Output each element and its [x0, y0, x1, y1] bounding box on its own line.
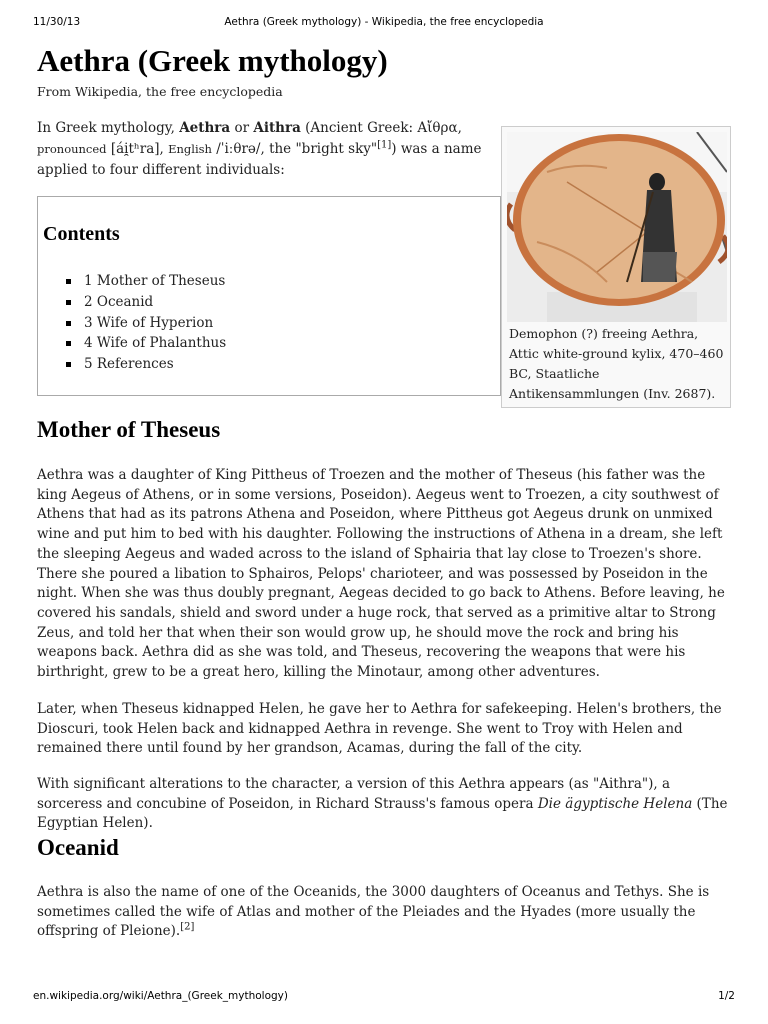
figure-caption: Demophon (?) freeing Aethra, Attic white-ground kylix, 470–460 BC, Staatliche Antikensammlungen (Inv. 2687). [509, 326, 724, 401]
opera-title[interactable]: Die ägyptische Helena [537, 795, 693, 812]
reference-link-2[interactable]: [2] [180, 921, 195, 933]
figure-thumbnail [501, 126, 731, 408]
print-page-number: 1/2 [718, 990, 735, 1002]
bold-name-aethra: Aethra [179, 120, 231, 136]
bold-name-aithra: Aithra [253, 120, 301, 136]
theseus-paragraph-1: Aethra was a daughter of King Pittheus of Troezen and the mother of Theseus (his father was the king Aegeus of Athens, or in some versions, Poseidon). Aegeus went to Troezen, a city southwest of Athens that had as its patrons Athena and Poseidon, where Pittheus got Aegeus drunk on unmixed wine and put him to bed with his daughter. Following the instructions of Athena in a dream, she left the sleeping Aegeus and waded across to the island of Sphairia that lay close to Troezen's shore. There she poured a libation to Sphairos, Pelops' charioteer, and was possessed by Poseidon in the night. When she was thus doubly pregnant, Aegeas decided to go back to Athens. Before leaving, he covered his sandals, shield and sword under a huge rock, that served as a primitive altar to Strong Zeus, and told her that when their son would grow up, he should move the rock and bring his weapons back. Aethra did as she was told, and Theseus, recovering the weapons that were his birthright, grew to be a great hero, killing the Minotaur, among other adventures. [37, 467, 725, 681]
toc-item-wife-of-hyperion[interactable]: 3 Wife of Hyperion [66, 313, 226, 334]
reference-link-1[interactable]: [1] [377, 139, 392, 151]
table-of-contents [37, 196, 501, 396]
site-sub: From Wikipedia, the free encyclopedia [37, 84, 283, 99]
page-title: Aethra (Greek mythology) [37, 43, 388, 78]
ipa-greek: [ái̯tʰra] [106, 141, 160, 157]
theseus-paragraph-2: Later, when Theseus kidnapped Helen, he gave her to Aethra for safekeeping. Helen's brothers, the Dioscuri, took Helen back and kidnapped Aethra in revenge. She went to Troy with Helen and remained there until found by her grandson, Acamas, during the fall of the city. [37, 701, 722, 757]
print-url: en.wikipedia.org/wiki/Aethra_(Greek_mythology) [33, 990, 288, 1002]
toc-item-references[interactable]: 5 References [66, 354, 226, 375]
ipa-english[interactable]: /ˈiːθrə/ [211, 141, 261, 157]
print-doc-title: Aethra (Greek mythology) - Wikipedia, the free encyclopedia [224, 16, 544, 28]
section-heading-oceanid: Oceanid [37, 835, 119, 860]
toc-list [66, 271, 226, 375]
toc-item-mother-of-theseus[interactable]: 1 Mother of Theseus [66, 271, 226, 292]
oceanid-paragraph-1: Aethra is also the name of one of the Oceanids, the 3000 daughters of Oceanus and Tethys. She is sometimes called the wife of Atlas and mother of the Pleiades and the Hyades (more usually the offspring of Pleione).[2] [37, 884, 710, 940]
toc-heading: Contents [43, 223, 120, 245]
kylix-image[interactable] [507, 132, 727, 322]
article-content [37, 40, 732, 940]
section-heading-mother-of-theseus: Mother of Theseus [37, 417, 221, 442]
english-label[interactable]: English [168, 142, 212, 156]
toc-item-oceanid[interactable]: 2 Oceanid [66, 292, 226, 313]
print-date: 11/30/13 [33, 16, 81, 28]
theseus-paragraph-3: With significant alterations to the character, a version of this Aethra appears (as "Aithra"), a sorceress and concubine of Poseidon, in Richard Strauss's famous opera Die ägyptische Helena (The Egyptian Helen). [37, 776, 728, 832]
pronunciation-label[interactable]: pronounced [37, 142, 107, 156]
intro-paragraph: In Greek mythology, Aethra or Aithra (Ancient Greek: Αἴθρα, pronounced [ái̯tʰra], English /ˈiːθrə/, the "bright sky"[1]) was a name applied to four different individuals: [37, 120, 482, 178]
toc-item-wife-of-phalanthus[interactable]: 4 Wife of Phalanthus [66, 333, 226, 354]
print-header [0, 16, 768, 32]
